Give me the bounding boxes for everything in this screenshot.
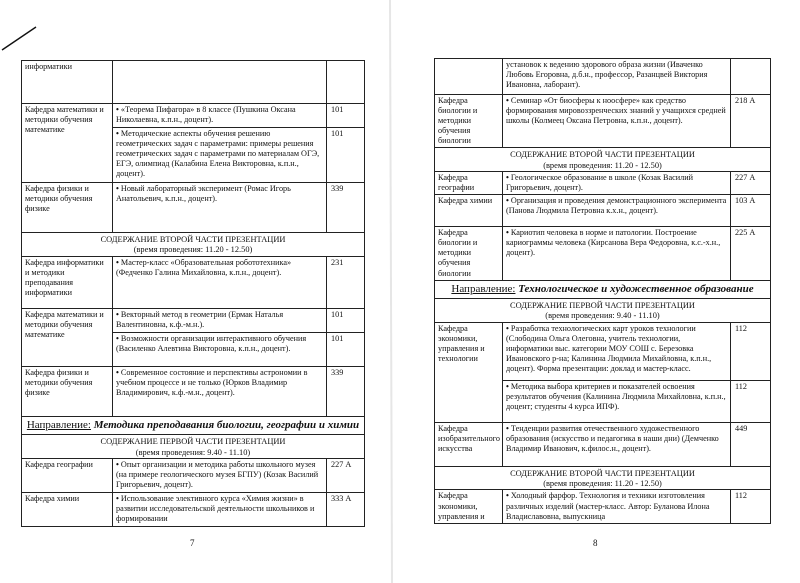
section-title: СОДЕРЖАНИЕ ВТОРОЙ ЧАСТИ ПРЕЗЕНТАЦИИ bbox=[510, 468, 695, 478]
section-header bbox=[435, 466, 771, 490]
room-cell: 333 А bbox=[327, 492, 365, 526]
topic-cell: • «Теорема Пифагора» в 8 классе (Пушкина Оксана Николаевна, к.п.н., доцент). bbox=[113, 104, 327, 128]
topic-cell: • Методика выбора критериев и показателей освоения результатов обучения (Калинина Людмила Михайловна, к.п.н., доцент; студенты 4 курса ИПФ). bbox=[503, 380, 731, 422]
topic-cell: • Геологическое образование в школе (Козак Василий Григорьевич, доцент). bbox=[503, 172, 731, 195]
table-row bbox=[435, 172, 771, 195]
topic-text: Современное состояние и перспективы астрономии в учебном процессе и не только (Юрков Владимир Владимирович, к.ф.-м.н., доцент). bbox=[116, 367, 308, 397]
topic-text: Организация и проведения демонстрационного эксперимента (Панова Людмила Петровна к.х.н., доцент). bbox=[506, 196, 727, 216]
room-cell: 103 А bbox=[731, 195, 771, 227]
department-cell: Кафедра биологии и методики обучения биологии bbox=[435, 227, 503, 280]
section-time: (время проведения: 11.20 - 12.50) bbox=[543, 160, 662, 170]
table-row bbox=[22, 458, 365, 492]
department-cell: Кафедра физики и методики обучения физике bbox=[22, 366, 113, 416]
table-row bbox=[435, 59, 771, 95]
left-page bbox=[21, 60, 364, 527]
topic-text: Семинар «От биосферы к ноосфере» как средство формирования мировоззренческих знаний у учащихся средней школы (Колмеец Оксана Петровна, к.п.н., доцент). bbox=[506, 96, 726, 126]
topic-cell: • Тенденции развития отечественного художественного образования (искусство и педагогика в наши дни) (Демченко Владимир Иванович, к.филос.н., доцент). bbox=[503, 422, 731, 466]
room-cell: 112 bbox=[731, 322, 771, 380]
department-cell: Кафедра географии bbox=[22, 458, 113, 492]
topic-cell: • Векторный метод в геометрии (Ермак Наталья Валентиновна, к.ф.-м.н.). bbox=[113, 308, 327, 332]
topic-cell: • Организация и проведения демонстрационного эксперимента (Панова Людмила Петровна к.х.н., доцент). bbox=[503, 195, 731, 227]
section-title: СОДЕРЖАНИЕ ПЕРВОЙ ЧАСТИ ПРЕЗЕНТАЦИИ bbox=[100, 437, 286, 447]
topic-text: Кариотип человека в норме и патологии. Построение кариограммы человека (Кирсанова Вера Федоровна, к.с.-х.н., доцент). bbox=[506, 228, 721, 258]
topic-text: Использование элективного курса «Химия жизни» в развитии исследовательской деятельности школьников и формировании bbox=[116, 493, 315, 523]
section-header bbox=[435, 299, 771, 323]
direction-name: Технологическое и художественное образование bbox=[518, 282, 754, 295]
table-row bbox=[22, 183, 365, 233]
room-cell: 101 bbox=[327, 332, 365, 366]
topic-text: Векторный метод в геометрии (Ермак Наталья Валентиновна, к.ф.-м.н.). bbox=[116, 309, 284, 329]
table-row bbox=[435, 322, 771, 380]
direction-name: Методика преподавания биологии, географии и химии bbox=[93, 418, 360, 431]
topic-cell: • Опыт организации и методика работы школьного музея (на примере геологического музея БГПУ) (Козак Василий Григорьевич, доцент). bbox=[113, 458, 327, 492]
room-cell: 218 А bbox=[731, 95, 771, 148]
room-cell: 231 bbox=[327, 256, 365, 308]
room-cell: 101 bbox=[327, 128, 365, 183]
table-row bbox=[435, 227, 771, 280]
direction-row bbox=[435, 280, 771, 299]
section-header bbox=[22, 233, 365, 257]
page-number-left: 7 bbox=[190, 538, 195, 548]
topic-text: Геологическое образование в школе (Козак Василий Григорьевич, доцент). bbox=[506, 173, 693, 193]
topic-cell: • Возможности организации интерактивного обучения (Василенко Алевтина Викторовна, к.п.н., доцент). bbox=[113, 332, 327, 366]
section-title: СОДЕРЖАНИЕ ВТОРОЙ ЧАСТИ ПРЕЗЕНТАЦИИ bbox=[100, 235, 286, 244]
room-cell bbox=[731, 59, 771, 95]
table-row bbox=[435, 490, 771, 524]
topic-text: Методика выбора критериев и показателей освоения результатов обучения (Калинина Людмила Михайловна, к.п.н., доцент; студенты 4 курса ИПФ). bbox=[506, 381, 726, 411]
table-row bbox=[22, 492, 365, 526]
section-time: (время проведения: 11.20 - 12.50) bbox=[133, 245, 253, 255]
department-cell: Кафедра математики и методики обучения математике bbox=[22, 104, 113, 183]
direction-row bbox=[22, 416, 365, 435]
section-header bbox=[22, 435, 365, 459]
section-header bbox=[435, 148, 771, 172]
department-cell: Кафедра физики и методики обучения физике bbox=[22, 183, 113, 233]
room-cell: 101 bbox=[327, 104, 365, 128]
department-cell: Кафедра экономики, управления и bbox=[435, 490, 503, 524]
room-cell: 227 А bbox=[327, 458, 365, 492]
department-cell bbox=[435, 59, 503, 95]
section-title: СОДЕРЖАНИЕ ВТОРОЙ ЧАСТИ ПРЕЗЕНТАЦИИ bbox=[510, 150, 695, 160]
room-cell: 101 bbox=[327, 308, 365, 332]
room-cell: 339 bbox=[327, 183, 365, 233]
topic-cell: • Холодный фарфор. Технология и техники изготовления различных изделий (мастер-класс. Автор: Буланова Илона Владиславовна, выпускница bbox=[503, 490, 731, 524]
schedule-table-right bbox=[434, 58, 771, 524]
room-cell bbox=[327, 61, 365, 104]
department-cell: Кафедра химии bbox=[22, 492, 113, 526]
topic-text: Методические аспекты обучения решению геометрических задач с параметрами: примеры решения геометрических задач с параметрами по материалам ОГЭ, ЕГЭ, олимпиад (Калабина Елена Викторовна, к.п.н., доцент). bbox=[116, 129, 320, 179]
table-row bbox=[435, 422, 771, 466]
topic-cell bbox=[113, 61, 327, 104]
schedule-table-left bbox=[21, 60, 365, 527]
room-cell: 112 bbox=[731, 490, 771, 524]
table-row bbox=[22, 256, 365, 308]
table-row bbox=[22, 104, 365, 128]
topic-cell: установок к ведению здорового образа жизни (Иваченко Любовь Егоровна, д.б.н., профессор, Разанцвей Виктория Ивановна, лаборант). bbox=[503, 59, 731, 95]
department-cell: Кафедра математики и методики обучения математике bbox=[22, 308, 113, 366]
topic-text: Холодный фарфор. Технология и техники изготовления различных изделий (мастер-класс. Автор: Буланова Илона Владиславовна, выпускница bbox=[506, 491, 710, 521]
department-cell: Кафедра информатики и методики преподавания информатики bbox=[22, 256, 113, 308]
department-cell: Кафедра химии bbox=[435, 195, 503, 227]
topic-cell: • Методические аспекты обучения решению геометрических задач с параметрами: примеры решения геометрических задач с параметрами по материалам ОГЭ, ЕГЭ, олимпиад (Калабина Елена Викторовна, к.п.н., доцент). bbox=[113, 128, 327, 183]
topic-text: Возможности организации интерактивного обучения (Василенко Алевтина Викторовна, к.п.н., доцент). bbox=[116, 333, 307, 353]
department-cell: информатики bbox=[22, 61, 113, 104]
table-row bbox=[22, 366, 365, 416]
right-page bbox=[434, 58, 770, 524]
topic-cell: • Новый лабораторный эксперимент (Ромас Игорь Анатольевич, к.п.н., доцент). bbox=[113, 183, 327, 233]
topic-cell: • Мастер-класс «Образовательная робототехника» (Федченко Галина Михайловна, к.п.н., доцент). bbox=[113, 256, 327, 308]
direction-label: Направление: bbox=[26, 418, 91, 431]
department-cell: Кафедра географии bbox=[435, 172, 503, 195]
topic-cell: • Кариотип человека в норме и патологии. Построение кариограммы человека (Кирсанова Вера Федоровна, к.с.-х.н., доцент). bbox=[503, 227, 731, 280]
page-number-right: 8 bbox=[593, 538, 598, 548]
topic-cell: • Семинар «От биосферы к ноосфере» как средство формирования мировоззренческих знаний у учащихся средней школы (Колмеец Оксана Петровна, к.п.н., доцент). bbox=[503, 95, 731, 148]
table-row bbox=[435, 95, 771, 148]
room-cell: 449 bbox=[731, 422, 771, 466]
topic-cell: • Современное состояние и перспективы астрономии в учебном процессе и не только (Юрков Владимир Владимирович, к.ф.-м.н., доцент). bbox=[113, 366, 327, 416]
topic-text: «Теорема Пифагора» в 8 классе (Пушкина Оксана Николаевна, к.п.н., доцент). bbox=[116, 105, 296, 125]
section-time: (время проведения: 9.40 - 11.10) bbox=[545, 311, 660, 321]
department-cell: Кафедра биологии и методики обучения биологии bbox=[435, 95, 503, 148]
table-row bbox=[435, 195, 771, 227]
topic-text: Разработка технологических карт уроков технологии (Слободина Ольга Олеговна, учитель технологии, информатики выс. категории МОУ СОШ с. Березовка Ивановского р-на; Калинина Людмила Михайловна, к.п.н., доцент). Форма презентации: доклад и мастер-класс. bbox=[506, 323, 712, 374]
room-cell: 339 bbox=[327, 366, 365, 416]
room-cell: 227 А bbox=[731, 172, 771, 195]
section-time: (время проведения: 11.20 - 12.50) bbox=[543, 479, 662, 489]
room-cell: 112 bbox=[731, 380, 771, 422]
topic-text: Новый лабораторный эксперимент (Ромас Игорь Анатольевич, к.п.н., доцент). bbox=[116, 184, 291, 204]
room-cell: 225 А bbox=[731, 227, 771, 280]
topic-text: Тенденции развития отечественного художественного образования (искусство и педагогика в наши дни) (Демченко Владимир Иванович, к.филос.н., доцент). bbox=[506, 423, 719, 453]
table-row bbox=[22, 308, 365, 332]
direction-label: Направление: bbox=[451, 282, 516, 295]
topic-text: Мастер-класс «Образовательная робототехника» (Федченко Галина Михайловна, к.п.н., доцент). bbox=[116, 257, 292, 277]
department-cell: Кафедра изобразительного искусства bbox=[435, 422, 503, 466]
topic-text: Опыт организации и методика работы школьного музея (на примере геологического музея БГПУ) (Козак Василий Григорьевич, доцент). bbox=[116, 459, 319, 489]
department-cell: Кафедра экономики, управления и технологии bbox=[435, 322, 503, 422]
section-title: СОДЕРЖАНИЕ ПЕРВОЙ ЧАСТИ ПРЕЗЕНТАЦИИ bbox=[510, 301, 695, 311]
topic-cell: • Разработка технологических карт уроков технологии (Слободина Ольга Олеговна, учитель технологии, информатики выс. категории МОУ СОШ с. Березовка Ивановского р-на; Калинина Людмила Михайловна, к.п.н., доцент). Форма презентации: доклад и мастер-класс. bbox=[503, 322, 731, 380]
topic-cell: • Использование элективного курса «Химия жизни» в развитии исследовательской деятельности школьников и формировании bbox=[113, 492, 327, 526]
section-time: (время проведения: 9.40 - 11.10) bbox=[135, 447, 251, 457]
table-row bbox=[22, 61, 365, 104]
